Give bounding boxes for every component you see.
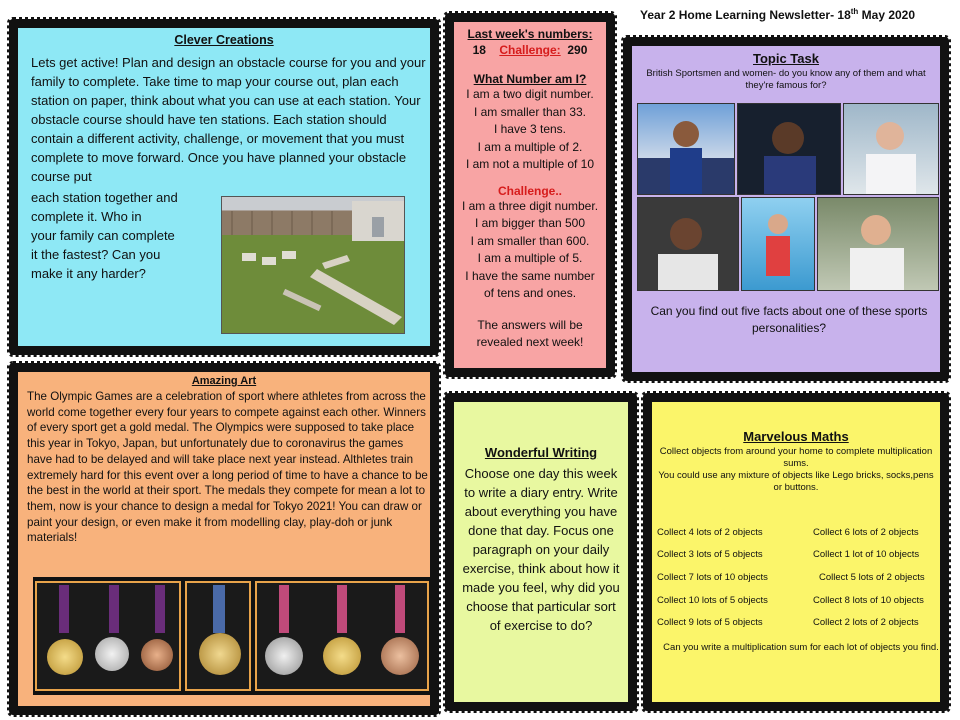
obstacle-course-illustration	[222, 197, 404, 333]
maths-task: Collect 1 lot of 10 objects	[813, 549, 920, 560]
maths-question: Can you write a multiplication sum for each lot of objects you find.	[663, 642, 939, 653]
newsletter-title	[640, 7, 940, 22]
topic-task-intro: British Sportsmen and women- do you know any of them and what they're famous for?	[646, 68, 926, 91]
amazing-art-text: The Olympic Games are a celebration of sport where athletes from across the world come together every four years to compete against each other. Winners of every sport get a gold medal. The Olympics were supposed to take place this year in Tokyo, Japan, but unfortunately due to coronavirus the games have had to be delayed and will take place next year instead. Althletes train extremely hard for this event over a long period of time to have a chance to be the best in the world at their sport. The medals they compete for mean a lot to them, now is your chance to design a medal for Tokyo 2021! You can draw or paint your design, or even make it from modelling clay, play-doh or junk materials!	[27, 390, 428, 545]
maths-task: Collect 2 lots of 2 objects	[813, 617, 919, 628]
last-weeks-numbers-row	[451, 43, 609, 57]
tail-line: your family can complete	[31, 228, 175, 243]
tail-line: it the fastest? Can you	[31, 247, 161, 262]
tokyo-silver-medal	[265, 637, 303, 675]
numbers-panel	[446, 14, 614, 376]
wonderful-writing-text: Choose one day this week to write a diary entry. Write about everything you have done that day. Focus one paragraph on your daily exercise, think about how it made you feel, why did you choose that particular sort of exercise to do?	[462, 466, 620, 633]
athlete-photo-5	[741, 197, 815, 291]
maths-task: Collect 5 lots of 2 objects	[819, 572, 925, 583]
silver-medal	[95, 637, 129, 671]
clue-line: I am a multiple of 2.	[477, 139, 583, 154]
challenge-answer: 290	[567, 43, 588, 57]
tokyo-gold-medal	[199, 633, 241, 675]
tokyo-gold-medal-2	[323, 637, 361, 675]
tokyo-bronze-medal	[381, 637, 419, 675]
maths-intro	[657, 446, 935, 494]
obstacle-course-photo	[221, 196, 405, 334]
answers-note	[451, 317, 609, 352]
amazing-art-heading: Amazing Art	[191, 375, 257, 387]
challenge-heading: Challenge..	[497, 183, 562, 198]
title-ordinal: th	[850, 7, 859, 16]
challenge-clue-line: I am smaller than 600.	[470, 233, 590, 248]
marvelous-maths-heading: Marvelous Maths	[743, 429, 849, 444]
athlete-photo-3	[843, 103, 939, 195]
title-date: May 2020	[858, 8, 916, 22]
last-weeks-numbers-heading: Last week's numbers:	[467, 27, 593, 41]
challenge-clue-line: I am a three digit number.	[461, 198, 599, 213]
maths-task: Collect 9 lots of 5 objects	[657, 617, 763, 628]
amazing-art-panel	[10, 364, 438, 714]
maths-task: Collect 7 lots of 10 objects	[657, 572, 768, 583]
clue-line: I am a two digit number.	[466, 87, 594, 101]
clever-creations-tail	[31, 188, 213, 283]
maths-intro-line: You could use any mixture of objects like Lego bricks, socks,pens or buttons.	[658, 470, 934, 493]
topic-task-panel	[624, 38, 948, 380]
challenge-clue-line: of tens and ones.	[483, 286, 577, 300]
medal-group-1	[35, 581, 181, 691]
gold-medal	[47, 639, 83, 675]
athlete-photo-1	[637, 103, 735, 195]
clever-creations-heading: Clever Creations	[174, 33, 274, 47]
athlete-photo-2	[737, 103, 841, 195]
medal-group-2	[185, 581, 251, 691]
last-week-answer: 18	[472, 43, 486, 57]
marvelous-maths-panel	[644, 394, 948, 710]
clue-line: I am smaller than 33.	[473, 104, 587, 119]
tail-line: complete it. Who in	[31, 209, 142, 224]
title-text: Year 2 Home Learning Newsletter- 18	[640, 8, 851, 22]
challenge-clue-line: I am bigger than 500	[474, 216, 586, 230]
answers-line: revealed next week!	[476, 335, 584, 349]
topic-task-heading: Topic Task	[753, 51, 819, 66]
clever-creations-panel	[10, 20, 438, 354]
answers-line: The answers will be	[477, 317, 583, 332]
athlete-photo-4	[637, 197, 739, 291]
clever-creations-text: Lets get active! Plan and design an obstacle course for you and your family to complete. Take time to map your course out, plan each station on paper, think about what you can use at each station. Your obstacle course should have ten stations. Each station should contain a different activity, challenge, or movement that you must complete to move forward. Once you have planned your obstacle course put	[31, 55, 426, 184]
wonderful-writing-panel	[446, 394, 636, 710]
challenge-label: Challenge:	[499, 43, 561, 57]
maths-task: Collect 3 lots of 5 objects	[657, 549, 763, 560]
tail-line: each station together and	[31, 190, 178, 205]
maths-task: Collect 8 lots of 10 objects	[813, 595, 924, 606]
tail-line: make it any harder?	[31, 266, 146, 281]
clue-line: I am not a multiple of 10	[465, 157, 595, 171]
what-number-heading: What Number am I?	[473, 72, 587, 86]
topic-task-question: Can you find out five facts about one of these sports personalities?	[650, 304, 928, 335]
maths-task: Collect 10 lots of 5 objects	[657, 595, 768, 606]
bronze-medal	[141, 639, 173, 671]
wonderful-writing-heading: Wonderful Writing	[484, 445, 598, 460]
medal-group-3	[255, 581, 429, 691]
challenge-clue-line: I have the same number	[465, 268, 595, 283]
maths-task: Collect 6 lots of 2 objects	[813, 527, 919, 538]
challenge-clue-line: I am a multiple of 5.	[477, 251, 583, 265]
athlete-photo-6	[817, 197, 939, 291]
olympic-medals-image	[33, 577, 431, 695]
clue-line: I have 3 tens.	[493, 122, 567, 136]
maths-intro-line: Collect objects from around your home to complete multiplication sums.	[659, 446, 933, 469]
maths-task: Collect 4 lots of 2 objects	[657, 527, 763, 538]
